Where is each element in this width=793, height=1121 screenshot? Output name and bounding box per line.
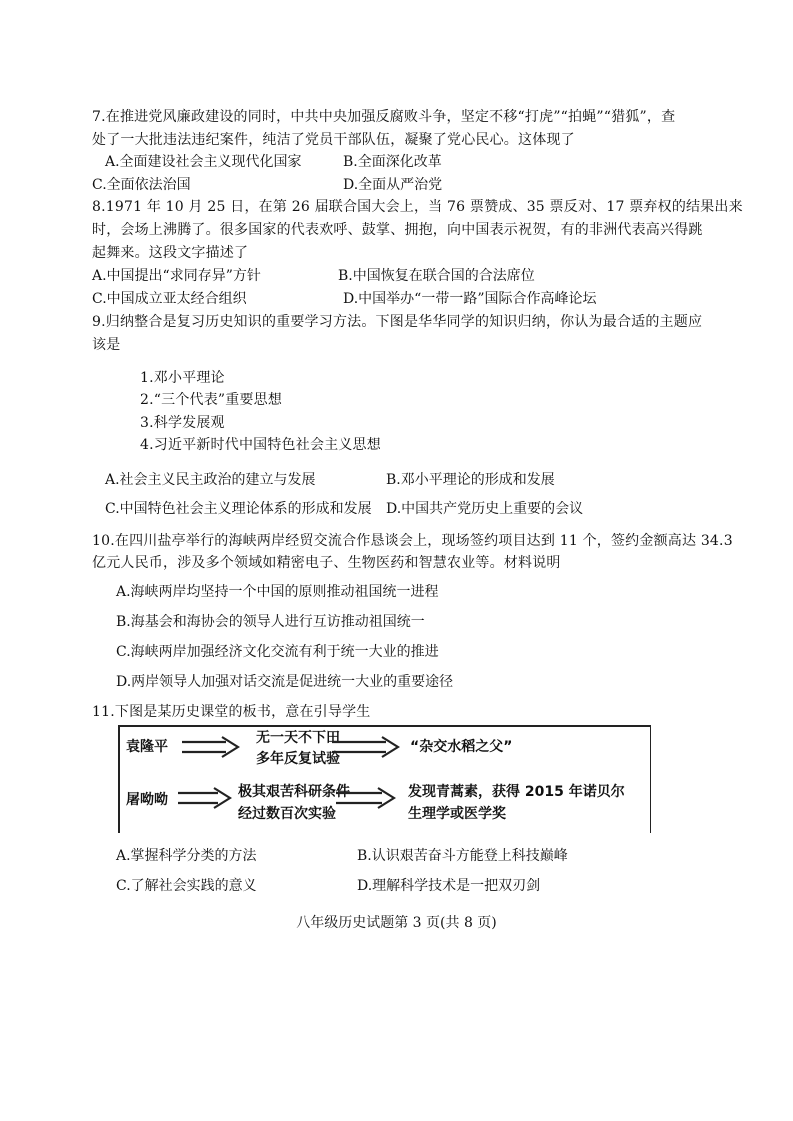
q10-stem-line1: 10.在四川盐亭举行的海峡两岸经贸交流合作恳谈会上，现场签约项目达到 11 个，签约金额高达 34.3: [92, 533, 733, 549]
board-row2-name: 屠呦呦: [126, 792, 168, 808]
board-row2-result-line1: 发现青蒿素，获得 2015 年诺贝尔: [408, 784, 625, 800]
board-row2-result-line2: 生理学或医学奖: [408, 806, 506, 822]
q9-option-d[interactable]: D.中国共产党历史上重要的会议: [386, 501, 584, 517]
q8-option-a[interactable]: A.中国提出“求同存异”方针: [92, 268, 261, 284]
q11-option-d[interactable]: D.理解科学技术是一把双刃剑: [357, 878, 541, 894]
q8-option-d[interactable]: D.中国举办“一带一路”国际合作高峰论坛: [343, 291, 597, 307]
q7-stem-line2: 处了一大批违法违纪案件，纯洁了党员干部队伍，凝聚了党心民心。这体现了: [92, 132, 575, 148]
q11-stem-line1: 11.下图是某历史课堂的板书，意在引导学生: [92, 704, 371, 720]
board-row1-arrow2-icon: [330, 736, 400, 758]
board-row2-mid2: 经过数百次实验: [238, 806, 336, 822]
q8-stem-line1: 8.1971 年 10 月 25 日，在第 26 届联合国大会上，当 76 票赞成、35 票反对、17 票弃权的结果出来: [92, 199, 743, 215]
q9-list-item-1: 1.邓小平理论: [140, 370, 225, 386]
q8-stem-line2: 时，会场上沸腾了。很多国家的代表欢呼、鼓掌、拥抱，向中国表示祝贺，有的非洲代表高兴得跳: [92, 222, 703, 238]
q7-option-b[interactable]: B.全面深化改革: [343, 154, 442, 170]
q9-option-c[interactable]: C.中国特色社会主义理论体系的形成和发展: [105, 501, 372, 517]
board-row2-arrow2-icon: [334, 787, 396, 809]
board-row2-mid1: 极其艰苦科研条件: [238, 784, 350, 800]
page-footer: 八年级历史试题第 3 页(共 8 页): [296, 915, 497, 931]
board-row1-name: 袁隆平: [126, 739, 168, 755]
q9-option-b[interactable]: B.邓小平理论的形成和发展: [386, 472, 555, 488]
q9-list-item-4: 4.习近平新时代中国特色社会主义思想: [140, 437, 381, 453]
q11-option-c[interactable]: C.了解社会实践的意义: [116, 878, 257, 894]
q7-option-a[interactable]: A.全面建设社会主义现代化国家: [105, 154, 302, 170]
q7-option-d[interactable]: D.全面从严治党: [343, 177, 443, 193]
q10-option-c[interactable]: C.海峡两岸加强经济文化交流有利于统一大业的推进: [116, 644, 439, 660]
board-row1-mid2: 多年反复试验: [256, 751, 340, 767]
q7-option-c[interactable]: C.全面依法治国: [92, 177, 191, 193]
board-row1-arrow1-icon: [180, 736, 240, 758]
q9-stem-line2: 该是: [92, 337, 121, 353]
q10-option-a[interactable]: A.海峡两岸均坚持一个中国的原则推动祖国统一进程: [116, 584, 439, 600]
q7-stem-line1: 7.在推进党风廉政建设的同时，中共中央加强反腐败斗争，坚定不移“打虎”“拍蝇”“猎狐”，查: [92, 109, 676, 125]
q10-option-b[interactable]: B.海基会和海协会的领导人进行互访推动祖国统一: [116, 614, 425, 630]
q11-option-a[interactable]: A.掌握科学分类的方法: [116, 848, 257, 864]
q9-list-item-2: 2.“三个代表”重要思想: [140, 392, 283, 408]
q9-stem-line1: 9.归纳整合是复习历史知识的重要学习方法。下图是华华同学的知识归纳，你认为最合适的主题应: [92, 314, 703, 330]
q8-option-b[interactable]: B.中国恢复在联合国的合法席位: [338, 268, 535, 284]
board-row1-result: “杂交水稻之父”: [410, 739, 513, 755]
q9-list-item-3: 3.科学发展观: [140, 415, 225, 431]
q8-option-c[interactable]: C.中国成立亚太经合组织: [92, 291, 247, 307]
q9-option-a[interactable]: A.社会主义民主政治的建立与发展: [105, 472, 316, 488]
q8-stem-line3: 起舞来。这段文字描述了: [92, 245, 249, 261]
q10-stem-line2: 亿元人民币，涉及多个领域如精密电子、生物医药和智慧农业等。材料说明: [92, 555, 561, 571]
board-row1-mid1: 无一天不下田: [256, 730, 340, 746]
board-row2-arrow1-icon: [176, 787, 232, 809]
q10-option-d[interactable]: D.两岸领导人加强对话交流是促进统一大业的重要途径: [116, 674, 454, 690]
q11-option-b[interactable]: B.认识艰苦奋斗方能登上科技巅峰: [357, 848, 568, 864]
